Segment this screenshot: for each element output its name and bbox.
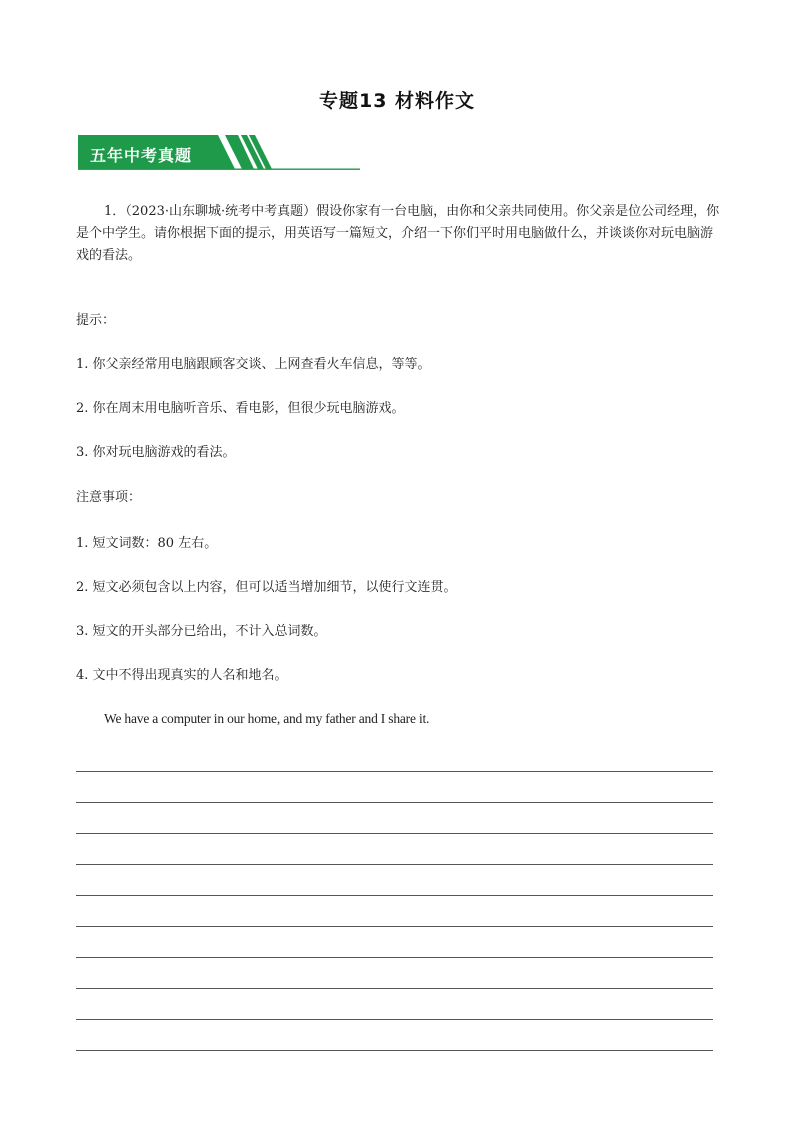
hints-heading: 提示： xyxy=(76,313,116,328)
writing-line[interactable] xyxy=(76,833,713,834)
banner-underline xyxy=(78,169,360,170)
writing-line[interactable] xyxy=(76,771,713,772)
writing-line[interactable] xyxy=(76,957,713,958)
writing-line[interactable] xyxy=(76,895,713,896)
essay-opening: We have a computer in our home, and my father and I share it. xyxy=(104,711,430,726)
question-text: 1．（2023·山东聊城·统考中考真题）假设你家有一台电脑，由你和父亲共同使用。你父亲是位公司经理，你是个中学生。请你根据下面的提示，用英语写一篇短文，介绍一下你们平时用电脑做什么，并谈谈你对玩电脑游戏的看法。 xyxy=(76,204,720,263)
page-title: 专题13 材料作文 xyxy=(318,90,476,112)
note-item: 1. 短文词数：80 左右。 xyxy=(76,536,218,551)
writing-line[interactable] xyxy=(76,864,713,865)
hint-item: 2. 你在周末用电脑听音乐、看电影，但很少玩电脑游戏。 xyxy=(76,401,405,416)
writing-line[interactable] xyxy=(76,1050,713,1051)
writing-line[interactable] xyxy=(76,988,713,989)
note-item: 3. 短文的开头部分已给出，不计入总词数。 xyxy=(76,624,327,639)
writing-line[interactable] xyxy=(76,1019,713,1020)
writing-line[interactable] xyxy=(76,926,713,927)
note-item: 4. 文中不得出现真实的人名和地名。 xyxy=(76,668,288,683)
writing-line[interactable] xyxy=(76,802,713,803)
banner-label: 五年中考真题 xyxy=(90,146,193,165)
writing-lines[interactable] xyxy=(76,771,713,1081)
hint-item: 1. 你父亲经常用电脑跟顾客交谈、上网查看火车信息，等等。 xyxy=(76,357,431,372)
note-item: 2. 短文必须包含以上内容，但可以适当增加细节，以使行文连贯。 xyxy=(76,580,457,595)
hint-item: 3. 你对玩电脑游戏的看法。 xyxy=(76,445,236,460)
notes-heading: 注意事项： xyxy=(76,490,142,505)
section-banner xyxy=(78,133,360,171)
